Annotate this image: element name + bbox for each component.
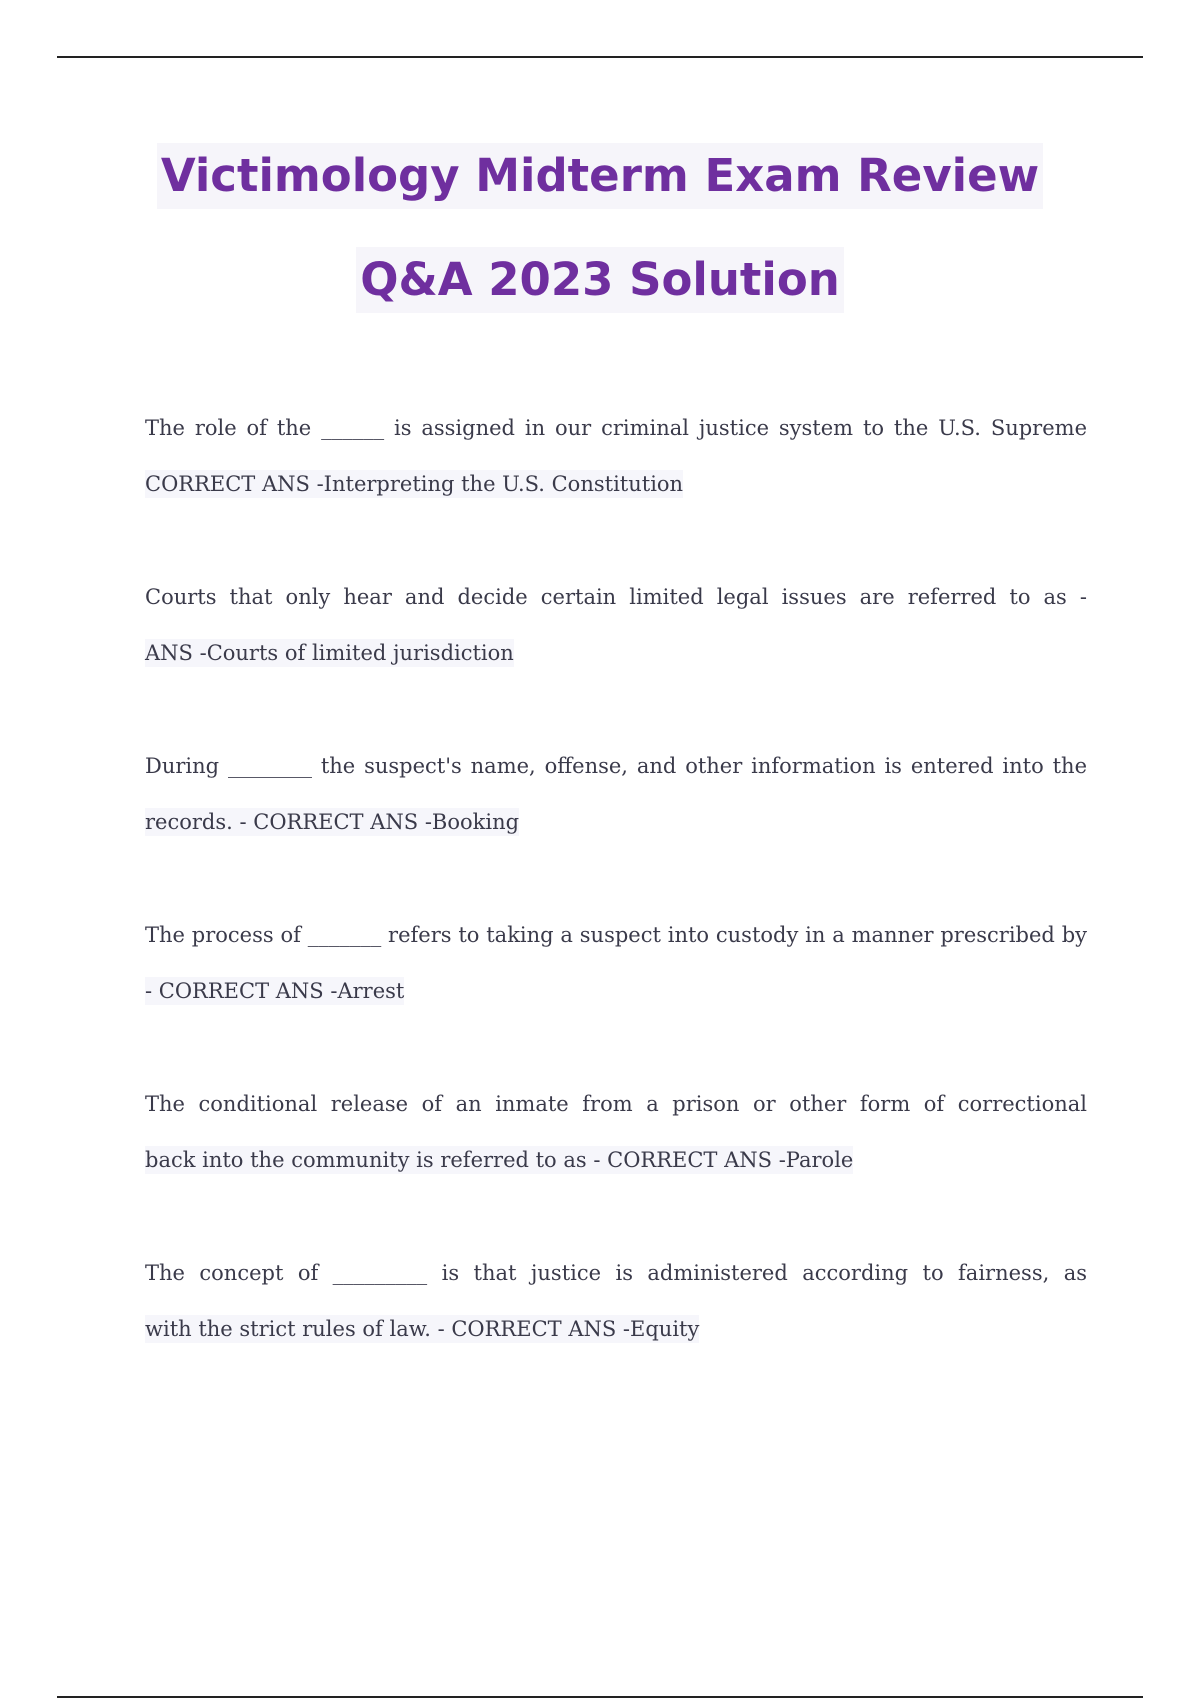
qa-item [145,1245,1087,1357]
question-text: The concept of _________ is that justice is administered according to fairness, as [145,1261,1087,1285]
qa-list [145,400,1087,1414]
qa-item [145,738,1087,850]
question-text: The conditional release of an inmate from a prison or other form of correctional [145,1092,1087,1116]
question-text: The process of _______ refers to taking a suspect into custody in a manner prescribed by [145,923,1087,947]
qa-item [145,400,1087,512]
answer-line: with the strict rules of law. - CORRECT ANS -Equity [145,1317,700,1341]
document-title [0,143,1200,313]
top-rule [57,56,1143,58]
bottom-rule [57,1696,1143,1698]
answer-text [145,794,1087,850]
answer-line: ANS -Courts of limited jurisdiction [145,641,514,665]
answer-text [145,625,1087,681]
answer-text [145,456,1087,512]
title-line-2: Q&A 2023 Solution [356,247,844,313]
answer-text [145,1301,1087,1357]
qa-item [145,1076,1087,1188]
answer-line: CORRECT ANS -Interpreting the U.S. Constitution [145,472,684,496]
question-text: The role of the ______ is assigned in our criminal justice system to the U.S. Supreme [145,416,1087,440]
qa-item [145,569,1087,681]
answer-text [145,963,1087,1019]
answer-line: - CORRECT ANS -Arrest [145,979,405,1003]
question-text: Courts that only hear and decide certain limited legal issues are referred to as - [145,585,1087,609]
answer-text [145,1132,1087,1188]
answer-line: back into the community is referred to as - CORRECT ANS -Parole [145,1148,854,1172]
qa-item [145,907,1087,1019]
answer-line: records. - CORRECT ANS -Booking [145,810,520,834]
title-line-1: Victimology Midterm Exam Review [157,143,1043,209]
question-text: During ________ the suspect's name, offense, and other information is entered into the [145,754,1087,778]
